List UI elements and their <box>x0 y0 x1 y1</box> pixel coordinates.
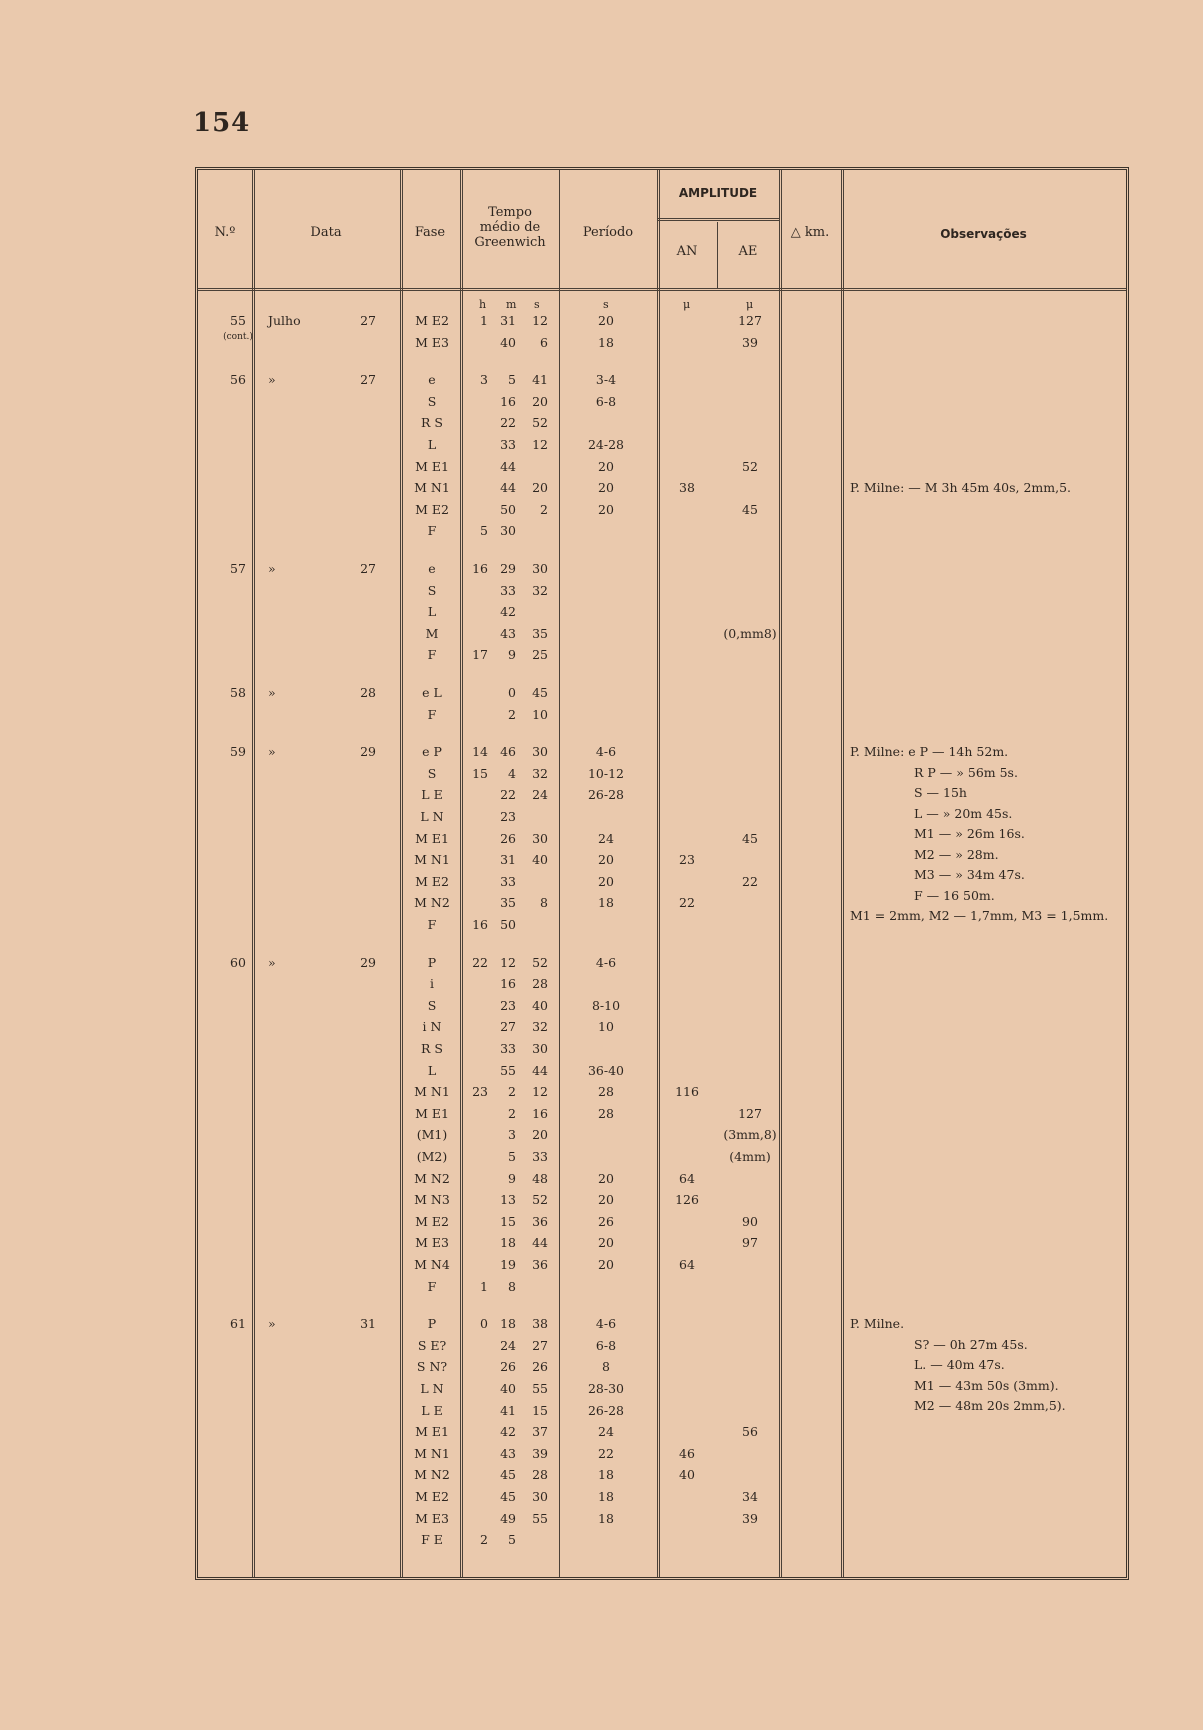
row-minutes: 5 <box>508 1149 516 1164</box>
row-period: 26 <box>598 1213 614 1229</box>
row-seconds: 20 <box>532 1127 548 1143</box>
row-phase: P <box>427 954 437 970</box>
header-num: N.º <box>214 225 236 240</box>
row-seconds: 20 <box>532 393 548 409</box>
row-phase: M E2 <box>415 1489 449 1504</box>
row-minutes: 30 <box>500 523 516 539</box>
header-date: Data <box>310 225 342 240</box>
row-hours: 5 <box>480 523 488 539</box>
row-minutes: 33 <box>500 437 516 452</box>
row-minutes: 8 <box>508 1278 516 1294</box>
row-phase: P <box>427 1316 437 1332</box>
row-number-sub: (cont.) <box>223 332 253 342</box>
row-seconds: 15 <box>532 1402 548 1418</box>
row-minutes: 44 <box>500 480 516 496</box>
row-number: 59 <box>230 744 246 760</box>
row-amplitude-e: (0,mm8) <box>723 625 777 641</box>
row-phase: M N1 <box>414 852 450 868</box>
row-minutes: 33 <box>500 1041 516 1056</box>
row-minutes: 43 <box>500 1445 516 1461</box>
row-phase: F <box>427 647 437 663</box>
row-period: 20 <box>598 873 614 889</box>
row-amplitude-e: 45 <box>742 830 758 846</box>
row-minutes: 2 <box>508 1084 516 1100</box>
row-period: 20 <box>598 1170 614 1186</box>
row-amplitude-n: 126 <box>675 1192 699 1208</box>
row-number: 58 <box>230 685 246 700</box>
row-phase: R S <box>421 415 443 431</box>
row-phase: M E2 <box>415 1213 449 1229</box>
row-month: » <box>268 561 276 576</box>
observation-line: S? — 0h 27m 45s. <box>914 1336 1028 1352</box>
row-period: 24 <box>598 1424 614 1440</box>
row-period: 20 <box>598 313 614 328</box>
row-period: 28-30 <box>587 1381 625 1396</box>
row-seconds: 40 <box>532 852 548 868</box>
row-minutes: 45 <box>500 1489 516 1504</box>
row-amplitude-n: 116 <box>675 1084 699 1100</box>
row-period: 18 <box>598 1489 614 1504</box>
row-hours: 0 <box>480 1316 488 1332</box>
row-phase: M E2 <box>415 501 449 517</box>
row-phase: e <box>428 372 436 388</box>
row-amplitude-e: 56 <box>742 1424 758 1440</box>
row-minutes: 3 <box>508 1127 516 1143</box>
row-hours: 17 <box>472 647 488 663</box>
row-period: 24 <box>598 830 614 846</box>
row-phase: R S <box>421 1041 443 1056</box>
row-seconds: 12 <box>532 437 548 452</box>
unit-ae: μ <box>746 298 754 311</box>
row-period: 20 <box>598 1257 614 1272</box>
row-period: 6-8 <box>595 393 617 409</box>
row-minutes: 13 <box>500 1192 516 1208</box>
row-amplitude-e: 22 <box>742 873 758 889</box>
row-seconds: 28 <box>532 1467 548 1483</box>
col-divider <box>779 170 782 1577</box>
row-hours: 22 <box>472 954 488 970</box>
row-minutes: 43 <box>500 625 516 641</box>
row-amplitude-n: 23 <box>679 852 695 868</box>
row-amplitude-e: 45 <box>742 501 758 517</box>
row-minutes: 18 <box>500 1235 516 1251</box>
observation-line: P. Milne: e P — 14h 52m. <box>850 744 1009 760</box>
row-seconds: 10 <box>532 706 548 722</box>
row-day: 28 <box>360 685 376 700</box>
row-phase: M E3 <box>415 1510 449 1526</box>
row-seconds: 38 <box>532 1316 548 1332</box>
row-period: 20 <box>598 852 614 868</box>
row-phase: (M2) <box>416 1149 448 1164</box>
observation-line: R P — » 56m 5s. <box>914 764 1018 780</box>
row-period: 18 <box>598 895 614 911</box>
row-period: 10-12 <box>587 765 625 781</box>
row-minutes: 22 <box>500 787 516 803</box>
observation-line: S — 15h <box>914 785 967 801</box>
row-hours: 1 <box>480 313 488 328</box>
row-minutes: 26 <box>500 830 516 846</box>
row-period: 4-6 <box>595 954 617 970</box>
row-minutes: 0 <box>508 685 516 700</box>
row-phase: M N2 <box>414 895 450 911</box>
header-delta-km: △ km. <box>790 225 830 240</box>
header-ae: AE <box>738 244 758 259</box>
row-seconds: 12 <box>532 313 548 328</box>
row-phase: L <box>427 1062 437 1078</box>
observation-line: L — » 20m 45s. <box>914 805 1013 821</box>
row-phase: L <box>427 604 437 620</box>
unit-period-s: s <box>603 298 609 311</box>
row-phase: M <box>425 625 439 641</box>
row-minutes: 5 <box>508 1532 516 1548</box>
row-amplitude-e: (3mm,8) <box>723 1127 777 1143</box>
col-divider <box>400 170 403 1577</box>
row-minutes: 2 <box>508 706 516 722</box>
row-minutes: 18 <box>500 1316 516 1332</box>
row-phase: S <box>427 997 437 1013</box>
row-phase: M E1 <box>415 830 449 846</box>
row-seconds: 37 <box>532 1424 548 1440</box>
row-seconds: 32 <box>532 1019 548 1035</box>
row-hours: 14 <box>472 744 488 760</box>
row-period: 18 <box>598 1467 614 1483</box>
row-minutes: 40 <box>500 334 516 350</box>
row-phase: e <box>428 561 436 576</box>
row-day: 27 <box>360 313 376 328</box>
row-minutes: 19 <box>500 1257 516 1272</box>
unit-an: μ <box>683 298 691 311</box>
row-minutes: 33 <box>500 873 516 889</box>
row-period: 18 <box>598 1510 614 1526</box>
row-phase: L <box>427 437 437 452</box>
observation-line: F — 16 50m. <box>914 887 995 903</box>
row-phase: M N4 <box>414 1257 450 1272</box>
row-seconds: 52 <box>532 1192 548 1208</box>
row-minutes: 12 <box>500 954 516 970</box>
row-hours: 16 <box>472 561 488 576</box>
row-seconds: 20 <box>532 480 548 496</box>
row-phase: L N <box>420 809 444 824</box>
row-period: 20 <box>598 480 614 496</box>
row-minutes: 55 <box>500 1062 516 1078</box>
row-amplitude-e: (4mm) <box>729 1149 771 1164</box>
row-phase: M E3 <box>415 1235 449 1251</box>
row-number: 56 <box>230 372 246 388</box>
row-phase: S <box>427 765 437 781</box>
row-hours: 23 <box>472 1084 488 1100</box>
row-phase: i <box>430 976 434 992</box>
row-minutes: 16 <box>500 393 516 409</box>
row-minutes: 9 <box>508 1170 516 1186</box>
observation-line: P. Milne. <box>850 1316 905 1332</box>
row-minutes: 23 <box>500 997 516 1013</box>
row-phase: S E? <box>417 1337 447 1353</box>
row-period: 8 <box>602 1359 610 1375</box>
unit-h: h <box>479 298 487 311</box>
row-seconds: 30 <box>532 1489 548 1504</box>
row-phase: F <box>427 1278 437 1294</box>
row-hours: 1 <box>480 1278 488 1294</box>
row-seconds: 44 <box>532 1235 548 1251</box>
observation-line: M2 — » 28m. <box>914 846 999 862</box>
row-seconds: 41 <box>532 372 548 388</box>
unit-s: s <box>534 298 540 311</box>
row-phase: M E1 <box>415 1424 449 1440</box>
row-minutes: 49 <box>500 1510 516 1526</box>
row-minutes: 33 <box>500 582 516 598</box>
row-phase: M E1 <box>415 458 449 474</box>
row-seconds: 27 <box>532 1337 548 1353</box>
row-seconds: 32 <box>532 582 548 598</box>
row-month: » <box>268 685 276 700</box>
row-seconds: 8 <box>540 895 548 911</box>
row-seconds: 30 <box>532 830 548 846</box>
row-minutes: 44 <box>500 458 516 474</box>
row-minutes: 42 <box>500 604 516 620</box>
row-period: 28 <box>598 1084 614 1100</box>
row-amplitude-n: 38 <box>679 480 695 496</box>
row-seconds: 28 <box>532 976 548 992</box>
row-amplitude-n: 64 <box>679 1257 695 1272</box>
row-seconds: 25 <box>532 647 548 663</box>
observation-line: P. Milne: — M 3h 45m 40s, 2mm,5. <box>850 480 1072 496</box>
header-period: Período <box>582 225 634 240</box>
row-phase: L N <box>420 1381 444 1396</box>
col-divider <box>460 170 463 1577</box>
row-phase: F <box>427 706 437 722</box>
row-phase: M N2 <box>414 1170 450 1186</box>
row-minutes: 29 <box>500 561 516 576</box>
row-period: 18 <box>598 334 614 350</box>
row-month: » <box>268 1316 276 1332</box>
row-phase: M N1 <box>414 480 450 496</box>
unit-m: m <box>506 298 517 311</box>
row-seconds: 30 <box>532 744 548 760</box>
row-minutes: 9 <box>508 647 516 663</box>
row-period: 20 <box>598 458 614 474</box>
row-minutes: 41 <box>500 1402 516 1418</box>
row-phase: S N? <box>416 1359 448 1375</box>
row-period: 20 <box>598 1235 614 1251</box>
observation-line: M1 — » 26m 16s. <box>914 826 1025 842</box>
col-divider <box>657 170 660 1577</box>
row-number: 61 <box>230 1316 246 1332</box>
header-an: AN <box>676 244 698 259</box>
page-number: 154 <box>193 108 251 138</box>
row-seconds: 44 <box>532 1062 548 1078</box>
row-day: 29 <box>360 744 376 760</box>
header-time: Tempo médio de Greenwich <box>474 205 546 250</box>
row-minutes: 27 <box>500 1019 516 1035</box>
row-period: 28 <box>598 1105 614 1121</box>
row-month: » <box>268 372 276 388</box>
row-phase: M E3 <box>415 334 449 350</box>
row-phase: M E2 <box>415 313 449 328</box>
header-amplitude: AMPLITUDE <box>678 186 758 200</box>
row-seconds: 16 <box>532 1105 548 1121</box>
row-period: 24-28 <box>587 437 625 452</box>
row-period: 3-4 <box>595 372 617 388</box>
row-seconds: 30 <box>532 1041 548 1056</box>
row-period: 20 <box>598 501 614 517</box>
row-number: 55 <box>230 313 246 328</box>
row-seconds: 26 <box>532 1359 548 1375</box>
row-day: 29 <box>360 954 376 970</box>
row-minutes: 45 <box>500 1467 516 1483</box>
row-minutes: 4 <box>508 765 516 781</box>
row-minutes: 35 <box>500 895 516 911</box>
col-divider <box>559 170 560 1577</box>
header-divider <box>198 288 1126 291</box>
row-period: 6-8 <box>595 1337 617 1353</box>
row-seconds: 24 <box>532 787 548 803</box>
row-seconds: 48 <box>532 1170 548 1186</box>
header-observations: Observações <box>940 227 1027 241</box>
row-phase: S <box>427 582 437 598</box>
observation-line: M3 — » 34m 47s. <box>914 867 1025 883</box>
observation-line: L. — 40m 47s. <box>914 1357 1005 1373</box>
row-minutes: 26 <box>500 1359 516 1375</box>
row-amplitude-e: 127 <box>738 1105 762 1121</box>
row-amplitude-n: 46 <box>679 1445 695 1461</box>
row-phase: M N3 <box>414 1192 450 1208</box>
row-phase: F E <box>421 1532 443 1548</box>
row-minutes: 46 <box>500 744 516 760</box>
row-phase: (M1) <box>416 1127 448 1143</box>
row-seconds: 52 <box>532 954 548 970</box>
row-phase: e P <box>422 744 442 760</box>
row-amplitude-e: 52 <box>742 458 758 474</box>
row-minutes: 50 <box>500 917 516 932</box>
row-period: 4-6 <box>595 744 617 760</box>
row-minutes: 16 <box>500 976 516 992</box>
row-minutes: 42 <box>500 1424 516 1440</box>
row-minutes: 22 <box>500 415 516 431</box>
row-amplitude-e: 90 <box>742 1213 758 1229</box>
row-period: 36-40 <box>587 1062 625 1078</box>
row-phase: M N1 <box>414 1084 450 1100</box>
observation-line: M2 — 48m 20s 2mm,5). <box>914 1398 1066 1414</box>
row-seconds: 39 <box>532 1445 548 1461</box>
row-minutes: 23 <box>500 809 516 824</box>
row-day: 31 <box>360 1316 376 1332</box>
row-phase: L E <box>421 1402 443 1418</box>
row-month: Julho <box>268 313 301 328</box>
row-phase: e L <box>422 685 442 700</box>
observation-line: M1 = 2mm, M2 — 1,7mm, M3 = 1,5mm. <box>850 908 1109 924</box>
row-phase: M E2 <box>415 873 449 889</box>
row-minutes: 5 <box>508 372 516 388</box>
header-phase: Fase <box>414 225 446 240</box>
row-amplitude-n: 22 <box>679 895 695 911</box>
row-amplitude-n: 40 <box>679 1467 695 1483</box>
row-month: » <box>268 744 276 760</box>
row-minutes: 24 <box>500 1337 516 1353</box>
row-number: 60 <box>230 954 246 970</box>
row-phase: M N1 <box>414 1445 450 1461</box>
row-amplitude-e: 34 <box>742 1489 758 1504</box>
row-seconds: 36 <box>532 1213 548 1229</box>
row-hours: 16 <box>472 917 488 932</box>
row-period: 10 <box>598 1019 614 1035</box>
row-amplitude-e: 97 <box>742 1235 758 1251</box>
row-number: 57 <box>230 561 246 576</box>
row-phase: i N <box>422 1019 442 1035</box>
row-period: 26-28 <box>587 1402 625 1418</box>
amplitude-divider <box>657 218 779 221</box>
row-seconds: 55 <box>532 1510 548 1526</box>
row-phase: M N2 <box>414 1467 450 1483</box>
observation-line: M1 — 43m 50s (3mm). <box>914 1377 1059 1393</box>
row-seconds: 55 <box>532 1381 548 1396</box>
row-period: 26-28 <box>587 787 625 803</box>
row-seconds: 45 <box>532 685 548 700</box>
row-amplitude-n: 64 <box>679 1170 695 1186</box>
row-hours: 2 <box>480 1532 488 1548</box>
row-seconds: 12 <box>532 1084 548 1100</box>
row-minutes: 31 <box>500 852 516 868</box>
row-phase: F <box>427 917 437 932</box>
row-period: 4-6 <box>595 1316 617 1332</box>
row-seconds: 52 <box>532 415 548 431</box>
row-month: » <box>268 954 276 970</box>
row-minutes: 40 <box>500 1381 516 1396</box>
row-seconds: 30 <box>532 561 548 576</box>
row-day: 27 <box>360 561 376 576</box>
row-amplitude-e: 39 <box>742 334 758 350</box>
row-seconds: 33 <box>532 1149 548 1164</box>
row-period: 20 <box>598 1192 614 1208</box>
row-hours: 15 <box>472 765 488 781</box>
row-seconds: 35 <box>532 625 548 641</box>
row-hours: 3 <box>480 372 488 388</box>
row-day: 27 <box>360 372 376 388</box>
row-minutes: 2 <box>508 1105 516 1121</box>
col-divider <box>841 170 844 1577</box>
row-phase: M E1 <box>415 1105 449 1121</box>
row-period: 8-10 <box>591 997 621 1013</box>
row-seconds: 40 <box>532 997 548 1013</box>
row-phase: L E <box>421 787 443 803</box>
row-period: 22 <box>598 1445 614 1461</box>
row-seconds: 32 <box>532 765 548 781</box>
row-amplitude-e: 39 <box>742 1510 758 1526</box>
row-seconds: 2 <box>540 501 548 517</box>
row-amplitude-e: 127 <box>738 313 762 328</box>
row-minutes: 31 <box>500 313 516 328</box>
row-seconds: 36 <box>532 1257 548 1272</box>
row-minutes: 15 <box>500 1213 516 1229</box>
row-phase: S <box>427 393 437 409</box>
row-phase: F <box>427 523 437 539</box>
row-minutes: 50 <box>500 501 516 517</box>
row-seconds: 6 <box>540 334 548 350</box>
